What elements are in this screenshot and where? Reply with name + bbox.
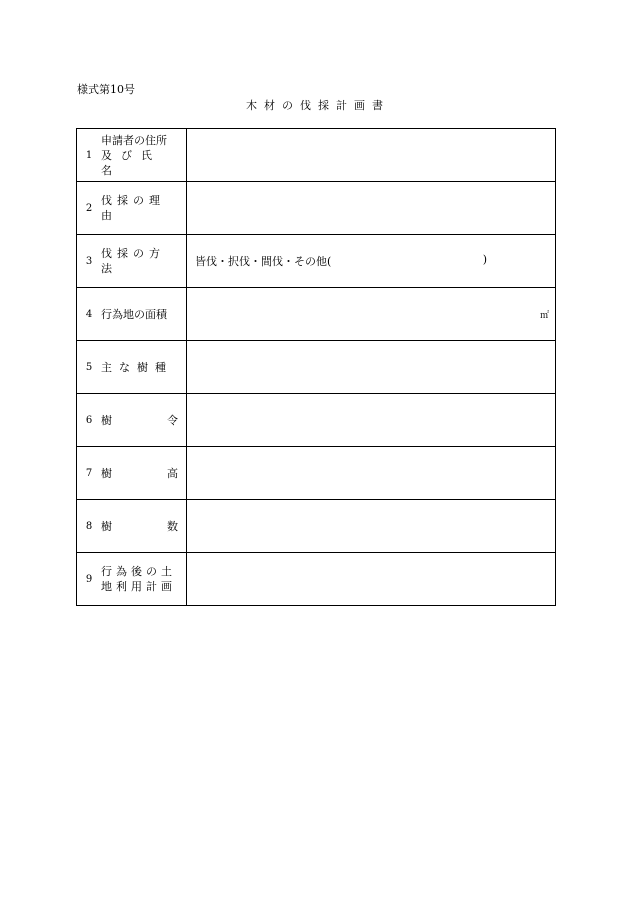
method-close-paren: ) — [482, 253, 487, 266]
tree-age-value-cell[interactable] — [187, 394, 556, 447]
tree-count-value-cell[interactable] — [187, 500, 556, 553]
label-cell — [77, 553, 187, 606]
table-row — [77, 235, 556, 288]
tree-height-value-cell[interactable] — [187, 447, 556, 500]
row-number: 3 — [85, 255, 93, 267]
table-row — [77, 500, 556, 553]
row-number: 1 — [85, 149, 93, 161]
row-number: 6 — [85, 414, 93, 426]
row-label — [101, 564, 186, 594]
label-cell — [77, 447, 187, 500]
row-label — [101, 519, 186, 534]
area-unit: ㎡ — [539, 310, 549, 321]
row-label: 行為地の面積 — [101, 307, 167, 321]
row-label — [101, 413, 186, 428]
row-label — [101, 133, 186, 178]
table-row — [77, 394, 556, 447]
row-label: 伐採の方法 — [101, 247, 165, 275]
label-line: 申請者の住所 — [101, 133, 167, 147]
reason-value-cell[interactable] — [187, 182, 556, 235]
land-use-plan-value-cell[interactable] — [187, 553, 556, 606]
label-line: 行為後の土 — [101, 565, 176, 578]
row-number: 5 — [85, 361, 93, 373]
label-left: 樹 — [101, 413, 112, 427]
applicant-value-cell[interactable] — [187, 129, 556, 182]
row-number: 9 — [85, 573, 93, 585]
method-value-cell[interactable] — [187, 235, 556, 288]
row-number: 4 — [85, 308, 93, 320]
form-number: 様式第10号 — [77, 83, 135, 96]
label-cell — [77, 182, 187, 235]
method-options: 皆伐・択伐・間伐・その他( — [195, 255, 332, 268]
species-value-cell[interactable] — [187, 341, 556, 394]
table-row — [77, 288, 556, 341]
row-label: 伐採の理由 — [101, 194, 165, 222]
row-number: 7 — [85, 467, 93, 479]
table-row — [77, 553, 556, 606]
table-row — [77, 129, 556, 182]
row-number: 8 — [85, 520, 93, 532]
label-left: 樹 — [101, 519, 112, 533]
label-cell — [77, 394, 187, 447]
row-number: 2 — [85, 202, 93, 214]
label-right: 数 — [167, 519, 178, 533]
label-cell — [77, 288, 187, 341]
row-label — [101, 466, 186, 481]
label-right: 令 — [167, 413, 178, 427]
label-cell — [77, 129, 187, 182]
label-cell — [77, 235, 187, 288]
table-row — [77, 341, 556, 394]
document-title: 木材の伐採計画書 — [246, 99, 390, 112]
label-line: 地利用計画 — [101, 580, 176, 593]
label-cell — [77, 341, 187, 394]
table-row — [77, 182, 556, 235]
label-left: 樹 — [101, 466, 112, 480]
row-label: 主な樹種 — [101, 360, 173, 374]
area-value-cell[interactable] — [187, 288, 556, 341]
label-line: 及び氏名 — [101, 148, 161, 177]
table-row — [77, 447, 556, 500]
plan-form-table — [76, 128, 556, 606]
label-cell — [77, 500, 187, 553]
label-right: 高 — [167, 466, 178, 480]
